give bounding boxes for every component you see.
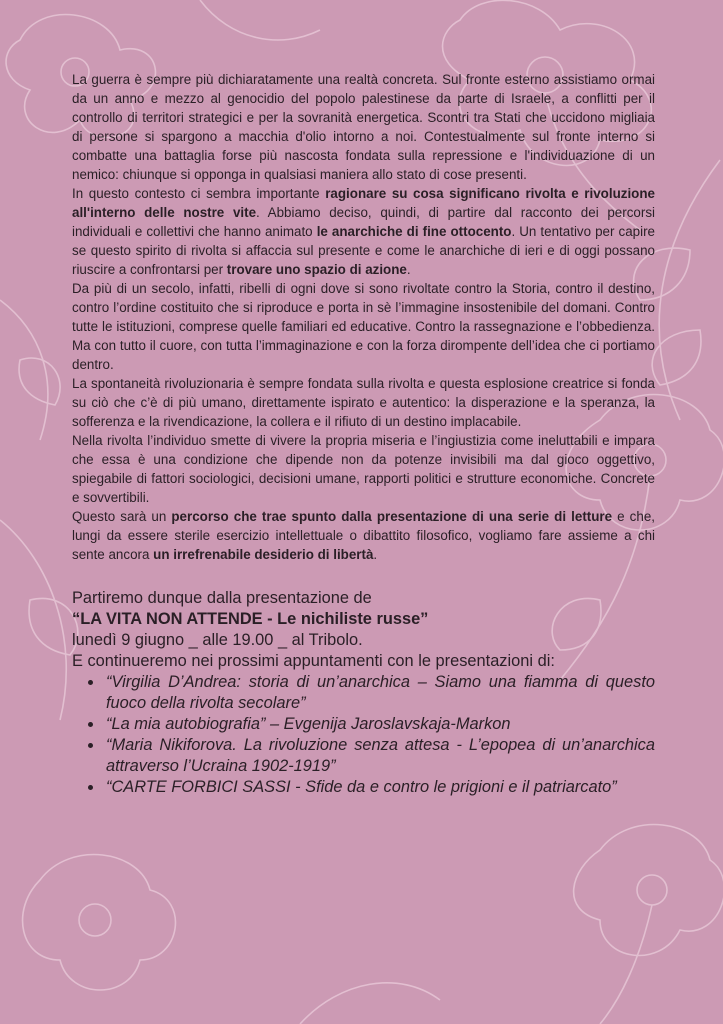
text-run: e che, lungi da essere sterile esercizio intellettuale o dibattito filosofico, vogliamo fare assieme a chi sente ancora: [72, 509, 655, 562]
text-run: Nella rivolta l’individuo smette di vivere la propria miseria e l’ingiustizia come ineluttabili e impara che essa è una condizione che dipende non da potenze invisibili ma dal gioco oggettivo, spiegabile di fattori sociologici, decisioni umane, rapporti politici e strutture economiche. Concrete e sovvertibili.: [72, 433, 655, 505]
bold-phrase: percorso che trae spunto dalla presentazione di una serie di letture: [171, 509, 613, 524]
manifesto-text: [72, 70, 655, 564]
body-paragraph: [72, 279, 655, 374]
bold-phrase: trovare uno spazio di azione: [226, 262, 407, 277]
events-next: E continueremo nei prossimi appuntamenti con le presentazioni di:: [72, 652, 555, 670]
events-intro: Partiremo dunque dalla presentazione de: [72, 589, 372, 607]
text-run: . Un tentativo per capire se questo spirito di rivolta si affaccia sul presente e come le anarchiche di ieri e di oggi possano riuscire a confrontarsi per: [72, 224, 655, 277]
text-run: In questo contesto ci sembra importante: [72, 186, 326, 201]
body-paragraph: [72, 184, 655, 279]
event-when: lunedì 9 giugno _ alle 19.00 _ al Tribolo.: [72, 631, 363, 649]
bold-phrase: un irrefrenabile desiderio di libertà: [153, 547, 374, 562]
body-paragraph: [72, 431, 655, 507]
list-item: • “CARTE FORBICI SASSI - Sfide da e contro le prigioni e il patriarcato”: [104, 777, 655, 798]
events-section: [72, 588, 655, 798]
text-run: .: [406, 262, 411, 277]
text-run: .: [373, 547, 378, 562]
bold-phrase: ragionare su cosa significano rivolta e rivoluzione all'interno delle nostre vite: [72, 186, 655, 220]
book-list: [72, 672, 655, 798]
event-title: “LA VITA NON ATTENDE - Le nichiliste russe”: [72, 610, 429, 628]
text-run: Questo sarà un: [72, 509, 172, 524]
list-item: • “Virgilia D’Andrea: storia di un’anarchica – Siamo una fiamma di questo fuoco della rivolta secolare”: [104, 672, 655, 714]
bold-phrase: le anarchiche di fine ottocento: [316, 224, 512, 239]
text-run: Da più di un secolo, infatti, ribelli di ogni dove si sono rivoltate contro la Storia, contro il destino, contro l’ordine costituito che si riproduce e porta in sè l’immagine insostenibile del domani. Contro tutte le istituzioni, comprese quelle familiari ed educative. Contro la rassegnazione e l’obbedienza. Ma con tutto il cuore, con tutta l’immaginazione e con la forza dirompente dell’idea che ci portiamo dentro.: [72, 281, 655, 372]
text-run: La spontaneità rivoluzionaria è sempre fondata sulla rivolta e questa esplosione creatrice si fonda su ciò che c’è di più umano, direttamente ispirato e autentico: la disperazione e la speranza, la sofferenza e la rivendicazione, la collera e il rifiuto di un destino implacabile.: [72, 376, 655, 429]
flyer-content: [72, 70, 655, 798]
text-run: La guerra è sempre più dichiaratamente una realtà concreta. Sul fronte esterno assistiamo ormai da un anno e mezzo al genocidio del popolo palestinese da parte di Israele, a conflitti per il controllo di territori strategici e per la sovranità energetica. Scontri tra Stati che uccidono migliaia di persone si spargono a macchia d'olio intorno a noi. Contestualmente sul fronte interno si combatte una battaglia forse più nascosta fondata sulla repressione e l'individuazione di un nemico: chiunque si opponga in qualsiasi maniera allo stato di cose presenti.: [72, 72, 655, 182]
body-paragraph: [72, 374, 655, 431]
list-item: • “La mia autobiografia” – Evgenija Jaroslavskaja-Markon: [104, 714, 655, 735]
text-run: . Abbiamo deciso, quindi, di partire dal racconto dei percorsi individuali e collettivi che hanno animato: [72, 205, 655, 239]
body-paragraph: [72, 70, 655, 184]
list-item: • “Maria Nikiforova. La rivoluzione senza attesa - L’epopea di un’anarchica attraverso l’Ucraina 1902-1919”: [104, 735, 655, 777]
body-paragraph: [72, 507, 655, 564]
